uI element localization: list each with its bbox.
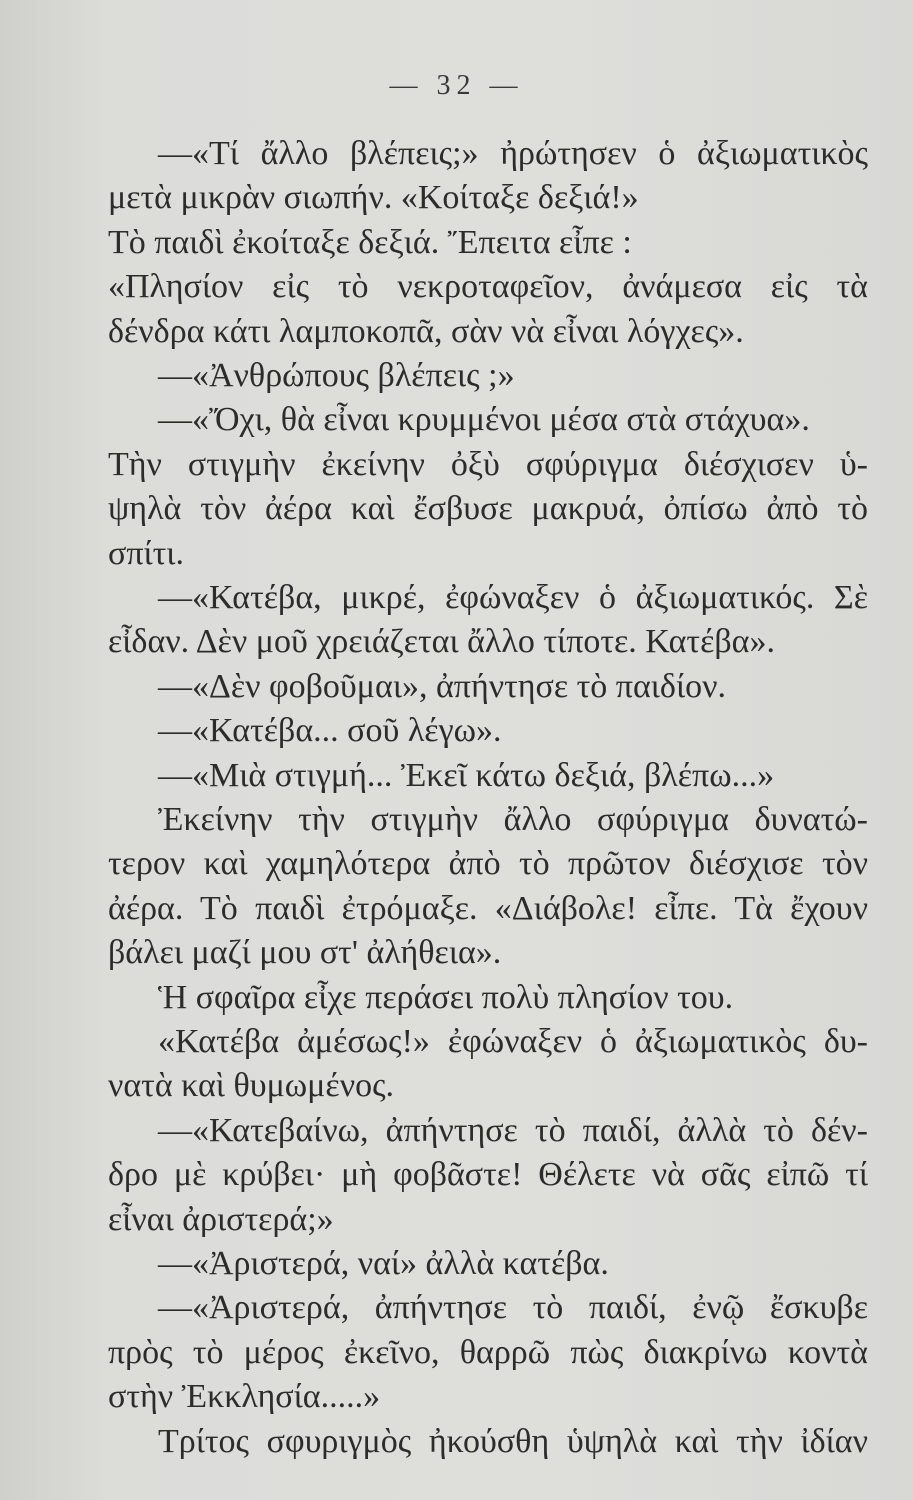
text-line: εἶδαν. Δὲν μοῦ χρειάζεται ἄλλο τίποτε. Κατέβα». xyxy=(108,623,775,661)
text-line: —«Κατέβα... σοῦ λέγω». xyxy=(158,712,502,750)
text-line: Τὴν στιγμὴν ἐκείνην ὀξὺ σφύριγμα διέσχισεν ὑ- xyxy=(108,445,868,483)
page-number: — 32 — xyxy=(389,70,524,101)
text-line: Ἐκείνην τὴν στιγμὴν ἄλλο σφύριγμα δυνατώ- xyxy=(158,801,868,838)
text-line: μετὰ μικρὰν σιωπήν. «Κοίταξε δεξιά!» xyxy=(108,179,639,217)
text-line: δρο μὲ κρύβει· μὴ φοβᾶστε! Θέλετε νὰ σᾶς εἰπῶ τί xyxy=(108,1156,868,1194)
text-line: δένδρα κάτι λαμποκοπᾶ, σὰν νὰ εἶναι λόγχες». xyxy=(108,312,744,350)
text-line: —«Κατέβα, μικρέ, ἐφώναξεν ὁ ἀξιωματικός. Σὲ xyxy=(158,579,868,616)
text-line: στὴν Ἐκκλησία.....» xyxy=(108,1378,381,1416)
text-line: Τρίτος σφυριγμὸς ἠκούσθη ὑψηλὰ καὶ τὴν ἰδίαν xyxy=(158,1422,868,1460)
text-line: Τὸ παιδὶ ἐκοίταξε δεξιά. Ἔπειτα εἶπε : xyxy=(108,223,632,261)
text-line: βάλει μαζί μου στ' ἀλήθεια». xyxy=(108,934,502,972)
text-line: —«Κατεβαίνω, ἀπήντησε τὸ παιδί, ἀλλὰ τὸ δέν- xyxy=(158,1111,868,1149)
text-line: —«Ὄχι, θὰ εἶναι κρυμμένοι μέσα στὰ στάχυα». xyxy=(158,401,810,439)
text-line: ψηλὰ τὸν ἀέρα καὶ ἔσβυσε μακρυά, ὀπίσω ἀπὸ τὸ xyxy=(108,490,868,528)
text-line: πρὸς τὸ μέρος ἐκεῖνο, θαρρῶ πὼς διακρίνω κοντὰ xyxy=(108,1333,868,1371)
text-line: —«Ἀριστερά, ναί» ἀλλὰ κατέβα. xyxy=(158,1245,609,1282)
text-line: εἶναι ἀριστερά;» xyxy=(108,1200,334,1238)
text-line: «Κατέβα ἀμέσως!» ἐφώναξεν ὁ ἀξιωματικὸς δυ- xyxy=(158,1023,868,1060)
text-line: «Πλησίον εἰς τὸ νεκροταφεῖον, ἀνάμεσα εἰς τὰ xyxy=(108,268,868,306)
text-line: —«Ἀνθρώπους βλέπεις ;» xyxy=(158,357,515,394)
text-line: —«Δὲν φοβοῦμαι», ἀπήντησε τὸ παιδίον. xyxy=(158,667,726,705)
text-line: —«Ἀριστερά, ἀπήντησε τὸ παιδί, ἐνῷ ἔσκυβε xyxy=(158,1289,868,1327)
text-line: —«Τί ἄλλο βλέπεις;» ἠρώτησεν ὁ ἀξιωματικὸς xyxy=(158,135,868,172)
text-line: —«Μιὰ στιγμή... Ἐκεῖ κάτω δεξιά, βλέπω...» xyxy=(158,756,775,794)
text-line: Ἡ σφαῖρα εἶχε περάσει πολὺ πλησίον του. xyxy=(158,978,734,1016)
text-line: σπίτι. xyxy=(108,534,184,572)
text-line: νατὰ καὶ θυμωμένος. xyxy=(108,1067,395,1105)
text-line: ἀέρα. Τὸ παιδὶ ἐτρόμαξε. «Διάβολε! εἶπε. Τὰ ἔχουν xyxy=(108,889,868,927)
text-line: τερον καὶ χαμηλότερα ἀπὸ τὸ πρῶτον διέσχισε τὸν xyxy=(108,845,868,883)
